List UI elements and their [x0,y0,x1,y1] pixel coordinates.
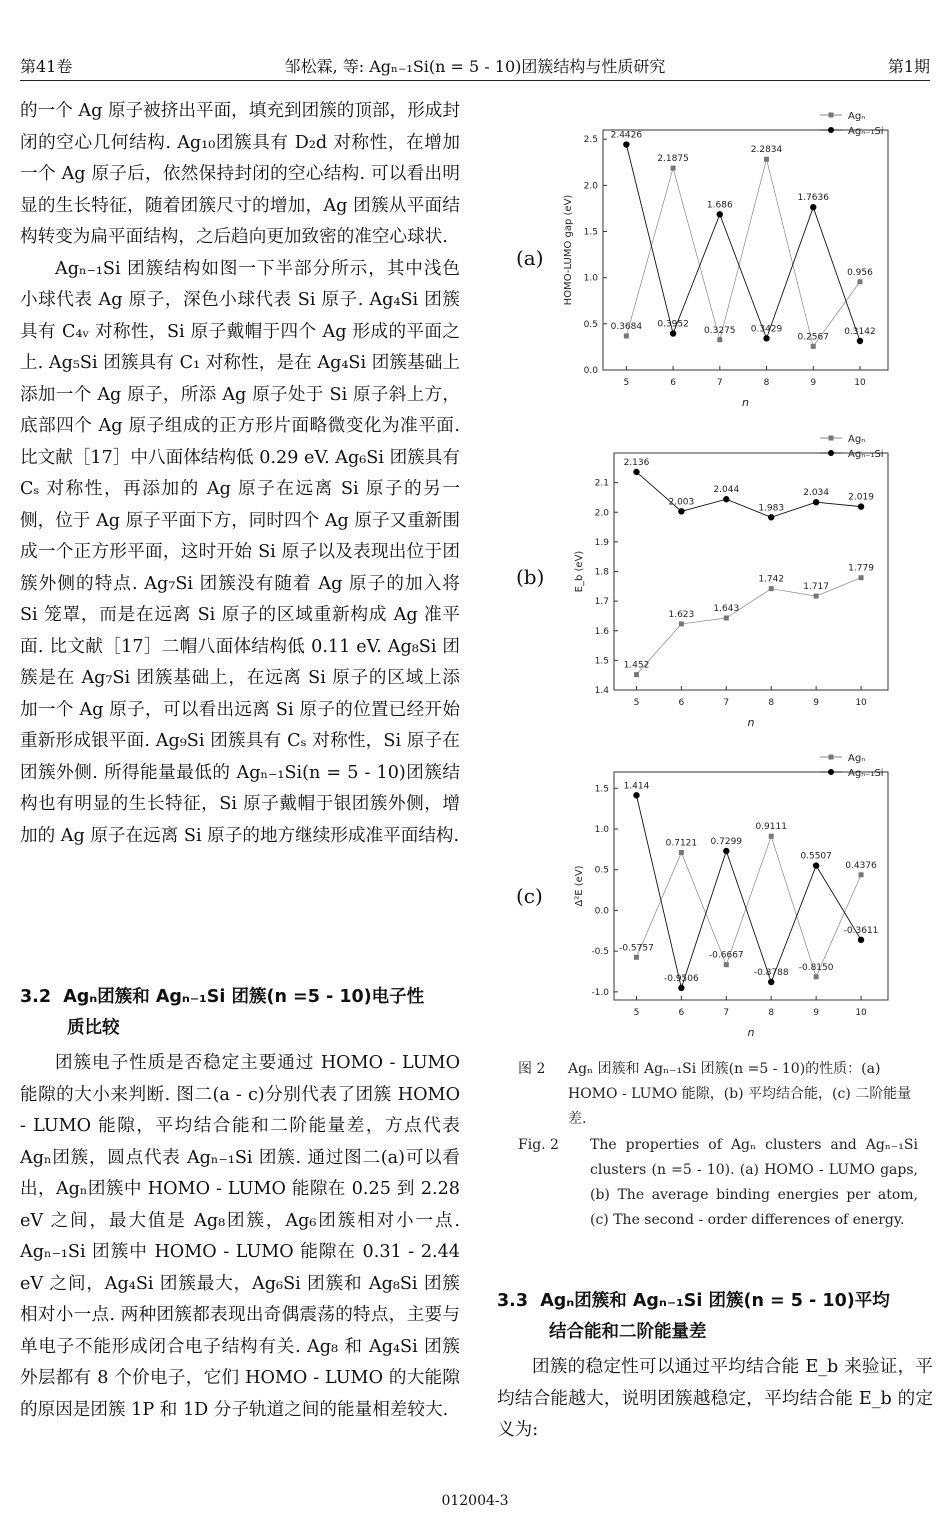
chart-2-series-0-line [636,836,861,977]
chart-1-series-0-point [724,616,729,621]
chart-2-series-1-data-label: 0.7299 [710,836,743,847]
chart-2-series-0-data-label: 0.7121 [665,838,698,849]
chart-2-series-0-data-label: 0.4376 [845,860,877,871]
chart-0-series-0-point [717,337,722,342]
chart-0-series-0-data-label: 2.1875 [657,154,689,165]
journal-volume: 第41卷 [20,57,73,76]
chart-0-series-0-line [626,159,860,346]
chart-0-y-tick-label: 0.5 [583,319,598,330]
chart-2-series-1-data-label: -0.3611 [843,925,879,936]
chart-0-x-tick-label: 8 [763,378,770,388]
section-heading-3-3 [497,1286,937,1348]
chart-2-series-0-point [634,955,639,960]
chart-2-y-tick-label: 1.0 [594,825,609,835]
chart-1-series-1-point [858,503,864,509]
chart-2-series-1-point [768,979,774,985]
chart-1-y-tick-label: 1.7 [594,597,609,608]
chart-0-series-0-data-label: 0.3275 [704,325,736,336]
chart-1-series-0-data-label: 1.717 [803,582,830,593]
chart-2-x-tick-label: 8 [768,1008,775,1018]
chart-0-series-1-point [810,204,816,210]
chart-1-legend-marker [828,450,834,456]
chart-2-series-0-point [814,974,819,979]
chart-0-series-1-point [623,141,629,147]
chart-0-series-1-point [763,335,769,341]
journal-issue: 第1期 [887,57,930,76]
chart-2-legend-marker [828,769,834,775]
chart-0-series-0-point [764,157,769,162]
chart-1-series-1-data-label: 2.034 [803,488,830,499]
chart-1-series-1-point [723,496,729,502]
panel-label-c: (c) [516,884,543,908]
chart-0-series-0-point [857,279,862,284]
chart-0-x-tick-label: 5 [623,378,630,388]
chart-1-x-tick-label: 7 [723,698,730,708]
chart-2-y-tick-label: -0.5 [591,947,609,958]
section-3-2-body [20,1048,460,1426]
figure-caption-en [518,1133,918,1233]
chart-0-series-0-point [811,344,816,349]
chart-2-y-tick-label: 1.5 [594,784,609,795]
chart-1-x-tick-label: 8 [768,698,775,708]
chart-0-series-1-data-label: 0.3429 [750,324,783,335]
chart-0-series-0-point [671,166,676,171]
chart-2-x-tick-label: 6 [678,1008,685,1018]
chart-0-series-1-data-label: 0.3952 [657,319,689,330]
paragraph: 团簇的稳定性可以通过平均结合能 E_b 来验证，平均结合能越大，说明团簇越稳定，平均结合能 E_b 的定义为: [497,1357,933,1440]
chart-2-series-1-data-label: -0.8788 [753,967,789,978]
chart-0-series-0-data-label: 0.2567 [797,332,829,343]
chart-0-legend-marker [828,127,834,133]
chart-0-x-tick-label: 9 [810,378,817,388]
chart-2-plot-frame [614,772,888,1000]
chart-1-series-0-point [814,594,819,599]
section-3-3-body [497,1352,933,1447]
chart-1-series-1-point [678,508,684,514]
chart-1-series-1-data-label: 1.983 [758,503,785,514]
chart-1-series-1-data-label: 2.044 [713,485,740,496]
chart-2-series-0-data-label: -0.5757 [619,943,654,954]
chart-1-y-tick-label: 1.6 [594,626,609,637]
chart-0-x-tick-label: 7 [716,378,723,388]
chart-2-y-tick-label: 0.5 [594,865,609,876]
section-title-cont: 质比较 [67,1018,120,1038]
chart-1-x-tick-label: 10 [855,698,867,708]
chart-2-series-1-point [813,862,819,868]
panel-label-b: (b) [516,565,545,589]
chart-1-series-1-data-label: 2.019 [848,492,874,503]
page-number: 012004-3 [441,1493,509,1509]
chart-2-series-1-point [858,937,864,943]
section-title: Agₙ团簇和 Agₙ₋₁Si 团簇(n = 5 - 10)平均 [540,1291,890,1311]
chart-1-y-tick-label: 2.1 [594,478,609,489]
chart-1-series-0-point [634,672,639,677]
chart-0-y-tick-label: 1.5 [583,227,598,238]
chart-0-series-1-point [857,338,863,344]
chart-1-y-axis-label: E_b (eV) [574,550,585,593]
chart-0-legend-label: Agₙ [848,111,866,122]
caption-text-en: The properties of Agₙ clusters and Agₙ₋₁Si clusters (n =5 - 10). (a) HOMO - LUMO gaps, (b) The average binding energies per atom, (c) The second - order differences of energy. [590,1137,918,1228]
section-number: 3.3 [497,1291,529,1311]
article-title: 邹松霖, 等: Agₙ₋₁Si(n = 5 - 10)团簇结构与性质研究 [284,57,666,76]
chart-1-x-axis-label: n [747,716,755,729]
chart-2-legend-marker [829,755,834,760]
section-number: 3.2 [20,987,52,1007]
paragraph: 的一个 Ag 原子被挤出平面，填充到团簇的顶部，形成封闭的空心几何结构. Ag₁₀团簇具有 D₂d 对称性，在增加一个 Ag 原子后，依然保持封闭的空心结构. 可以看出明显的生长特征，随着团簇尺寸的增加，Ag 团簇从平面结构转变为扁平面结构，之后趋向更加致密的准空心球状. [20,101,460,247]
chart-2-series-1-point [723,848,729,854]
chart-0-series-1-data-label: 2.4426 [610,130,643,141]
chart-1-legend-marker [829,436,834,441]
chart-2-series-0-data-label: -0.8150 [798,962,834,973]
chart-0-series-0-data-label: 0.956 [847,267,873,278]
chart-0-x-axis-label: n [742,396,749,409]
chart-1-series-0-line [636,578,861,675]
chart-1-series-0-point [679,621,684,626]
chart-2-series-1-data-label: 0.5507 [800,851,832,862]
chart-2-legend-label: Agₙ₋₁Si [848,768,884,779]
chart-1-x-tick-label: 9 [813,698,819,708]
chart-0-series-1-data-label: 1.7636 [797,193,829,204]
paragraph: 团簇电子性质是否稳定主要通过 HOMO - LUMO 能隙的大小来判断. 图二(a - c)分别代表了团簇 HOMO - LUMO 能隙，平均结合能和二阶能量差，方点代表 Agₙ团簇，圆点代表 Agₙ₋₁Si 团簇. 通过图二(a)可以看出，Agₙ团簇中 HOMO - LUMO 能隙在 0.25 到 2.28 eV 之间，最大值是 Ag₈团簇，Ag₆团簇相对小一点. Agₙ₋₁Si 团簇中 HOMO - LUMO 能隙在 0.31 - 2.44 eV 之间，Ag₄Si 团簇最大，Ag₆Si 团簇和 Ag₈Si 团簇相对小一点. 两种团簇都表现出奇偶震荡的特点，主要与单电子不能形成闭合电子结构有关. Ag₈ 和 Ag₄Si 团簇外层都有 8 个价电子，它们 HOMO - LUMO 的大能隙的原因是团簇 1P 和 1D 分子轨道之间的能量相差较大. [20,1053,460,1420]
section-title-cont: 结合能和二阶能量差 [549,1322,707,1342]
chart-1-series-0-data-label: 1.742 [758,574,785,585]
chart-1-series-0-data-label: 1.623 [668,609,695,620]
chart-1-y-tick-label: 1.9 [594,537,609,548]
section-heading-3-2 [20,982,460,1044]
chart-1-x-tick-label: 5 [633,698,640,708]
chart-2-x-axis-label: n [747,1026,755,1039]
chart-1-series-0-data-label: 1.779 [848,563,874,574]
chart-1-series-1-data-label: 2.136 [623,457,650,468]
chart-0-plot-frame [603,130,888,370]
chart-2-x-tick-label: 9 [813,1008,819,1018]
chart-2-series-0-point [859,872,864,877]
chart-1-series-0-point [769,586,774,591]
chart-2-x-tick-label: 5 [633,1008,640,1018]
chart-1-plot-frame [614,453,888,690]
chart-2-y-tick-label: -1.0 [591,987,609,998]
chart-0-x-tick-label: 6 [670,378,676,388]
chart-2-series-1-data-label: -0.9506 [664,973,699,984]
chart-1-series-0-point [859,575,864,580]
chart-2-series-0-point [724,962,729,967]
chart-0-y-tick-label: 1.0 [583,273,598,284]
caption-label-en: Fig. 2 [518,1137,559,1153]
chart-0-series-1-data-label: 1.686 [706,200,733,211]
chart-1-series-0-data-label: 1.643 [713,604,740,615]
caption-label-cn: 图 2 [518,1061,546,1077]
panel-label-a: (a) [516,246,544,270]
chart-1-y-tick-label: 1.4 [594,686,609,696]
chart-1-legend-label: Agₙ₋₁Si [848,449,884,460]
chart-0-series-0-data-label: 2.2834 [750,145,783,156]
chart-2-x-tick-label: 7 [723,1008,730,1018]
chart-0-series-0-point [624,333,629,338]
chart-0-series-0-data-label: 0.3684 [610,321,643,332]
left-column [20,96,460,852]
chart-2-series-1-line [636,795,861,988]
chart-2-legend-label: Agₙ [848,753,866,764]
chart-2-series-0-data-label: -0.6667 [708,950,744,961]
chart-1-y-tick-label: 1.8 [594,567,609,578]
chart-0-series-1-point [717,211,723,217]
chart-0-y-tick-label: 2.5 [583,135,598,146]
chart-0-legend-marker [829,113,834,118]
chart-1-legend-label: Agₙ [848,434,866,445]
chart-1-series-1-point [813,499,819,505]
chart-0-y-axis-label: HOMO-LUMO gap (eV) [563,194,574,306]
chart-1-series-1-point [633,469,639,475]
chart-2-series-1-data-label: 1.414 [623,781,650,792]
chart-0-x-tick-label: 10 [854,378,866,388]
chart-1-y-tick-label: 1.5 [594,656,609,667]
chart-1-series-1-line [636,472,861,517]
chart-2-x-tick-label: 10 [855,1008,867,1018]
chart-0-series-1-point [670,330,676,336]
chart-2-series-1-point [678,985,684,991]
chart-1-x-tick-label: 6 [678,698,685,708]
chart-0-y-tick-label: 2.0 [583,181,598,192]
chart-0-series-1-line [626,145,860,341]
running-header [20,52,930,81]
chart-1-y-tick-label: 2.0 [594,508,609,519]
chart-0-y-tick-label: 0.0 [583,366,598,376]
chart-2-series-0-data-label: 0.9111 [755,822,787,833]
chart-1-series-0-data-label: 1.452 [623,660,650,671]
chart-2-series-0-point [679,850,684,855]
chart-1-series-1-data-label: 2.003 [668,497,695,508]
chart-2-y-axis-label: Δ²E (eV) [574,865,585,907]
paragraph: Agₙ₋₁Si 团簇结构如图一下半部分所示，其中浅色小球代表 Ag 原子，深色小球代表 Si 原子. Ag₄Si 团簇具有 C₄ᵥ 对称性，Si 原子戴帽于四个 Ag 形成的平面之上. Ag₅Si 团簇具有 C₁ 对称性，是在 Ag₄Si 团簇基础上添加一个 Ag 原子，所添 Ag 原子处于 Si 原子斜上方，底部四个 Ag 原子组成的正方形片面略微变化为准平面. 比文献［17］中八面体结构低 0.29 eV. Ag₆Si 团簇具有 Cₛ 对称性，再添加的 Ag 原子在远离 Si 原子的另一侧，位于 Ag 原子平面下方，同时四个 Ag 原子又重新围成一个正方形平面，这时开始 Si 原子以及表现出位于团簇外侧的特点. Ag₇Si 团簇没有随着 Ag 原子的加入将 Si 笼罩，而是在远离 Si 原子的区域重新构成 Ag 准平面. 比文献［17］二帽八面体结构低 0.11 eV. Ag₈Si 团簇是在 Ag₇Si 团簇基础上，在远离 Si 原子的区域上添加一个 Ag 原子，可以看出远离 Si 原子的位置已经开始重新形成银平面. Ag₉Si 团簇具有 Cₛ 对称性，Si 原子在团簇外侧. 所得能量最低的 Agₙ₋₁Si(n = 5 - 10)团簇结构也有明显的生长特征，Si 原子戴帽于银团簇外侧，增加的 Ag 原子在远离 Si 原子的地方继续形成准平面结构. [20,258,460,846]
caption-text-cn: Agₙ 团簇和 Agₙ₋₁Si 团簇(n =5 - 10)的性质：(a) HOMO - LUMO 能隙，(b) 平均结合能，(c) 二阶能量差. [568,1061,912,1127]
section-title: Agₙ团簇和 Agₙ₋₁Si 团簇(n =5 - 10)电子性 [63,987,425,1007]
figure-caption-cn [518,1057,918,1132]
chart-0-series-1-data-label: 0.3142 [844,326,876,337]
chart-0-legend-label: Agₙ₋₁Si [848,126,884,137]
chart-2-series-1-point [633,792,639,798]
chart-2-series-0-point [769,834,774,839]
chart-1-series-1-point [768,514,774,520]
chart-2-y-tick-label: 0.0 [594,906,609,917]
